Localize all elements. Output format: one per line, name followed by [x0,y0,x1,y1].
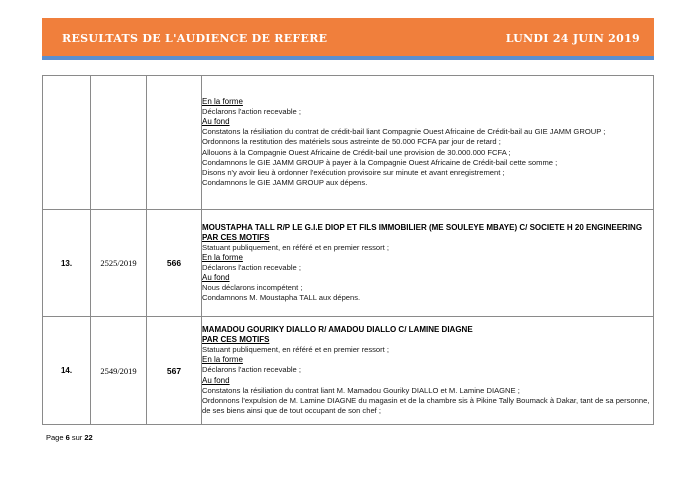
page-total: 22 [84,433,93,442]
decision-line: Statuant publiquement, en référé et en premier ressort ; [202,345,389,355]
decision-line: Disons n'y avoir lieu à ordonner l'exécution provisoire sur minute et avant enregistrement ; [202,167,505,177]
case-number: 2549/2019 [91,317,147,425]
decision-line: Déclarons l'action recevable ; [202,107,301,117]
decision-line: Ordonnons l'expulsion de M. Lamine DIAGNE du magasin et de la chambre sis à Pikine Tally Boumack à Dakar, tant de sa personne, de ses biens ainsi que de tout occupant de son chef ; [202,395,650,415]
motifs-heading: PAR CES MOTIFS [202,232,270,242]
section-heading: Au fond [202,375,230,385]
repertoire-number: 567 [147,317,202,425]
decision-line: Déclarons l'action recevable ; [202,263,301,272]
decision-line: Condamnons M. Moustapha TALL aux dépens. [202,293,361,303]
repertoire-number: 566 [147,210,202,317]
motifs-heading: PAR CES MOTIFS [202,335,270,345]
decision-line: Déclarons l'action recevable ; [202,365,301,375]
page-footer [46,433,93,442]
results-table [42,75,654,425]
decision-line: Constatons la résiliation du contrat de crédit-bail liant Compagnie Ouest Africaine de Crédit-bail au GIE JAMM GROUP ; [202,127,606,137]
decision-cell [202,76,654,210]
table-row [43,210,654,317]
decision-cell [202,317,654,425]
section-heading: Au fond [202,273,230,283]
decision-line: Statuant publiquement, en référé et en premier ressort ; [202,242,389,252]
page-current: 6 [65,433,70,442]
case-number: 2525/2019 [91,210,147,317]
page-mid: sur [69,433,85,442]
header-date: LUNDI 24 JUIN 2019 [505,32,640,45]
decision-line: Condamnons le GIE JAMM GROUP aux dépens. [202,177,368,187]
decision-cell [202,210,654,317]
decision-line: Condamnons le GIE JAMM GROUP à payer à la Compagnie Ouest Africaine de Crédit-bail cette somme ; [202,157,558,167]
repertoire-number [147,76,202,210]
row-number: 13. [43,210,91,317]
section-heading: En la forme [202,252,243,262]
row-number: 14. [43,317,91,425]
section-heading: En la forme [202,355,243,365]
section-heading: En la forme [202,97,243,107]
decision-line: Ordonnons la restitution des matériels sous astreinte de 50.000 FCFA par jour de retard ; [202,137,501,147]
case-number [91,76,147,210]
row-number [43,76,91,210]
decision-line: Nous déclarons incompétent ; [202,283,303,293]
decision-line: Constatons la résiliation du contrat liant M. Mamadou Gouriky DIALLO et M. Lamine DIAGNE ; [202,385,520,395]
table-row [43,76,654,210]
case-title: MOUSTAPHA TALL R/P LE G.I.E DIOP ET FILS IMMOBILIER (ME SOULEYE MBAYE) C/ SOCIETE H 20 ENGINEERING [202,222,643,232]
page-prefix: Page [46,433,66,442]
section-heading: Au fond [202,117,230,127]
header-banner [42,18,654,60]
case-title: MAMADOU GOURIKY DIALLO R/ AMADOU DIALLO C/ LAMINE DIAGNE [202,325,473,335]
decision-line: Allouons à la Compagnie Ouest Africaine de Crédit-bail une provision de 30.000.000 FCFA ; [202,147,511,157]
header-title: RESULTATS DE L'AUDIENCE DE REFERE [62,32,328,45]
table-row [43,317,654,425]
